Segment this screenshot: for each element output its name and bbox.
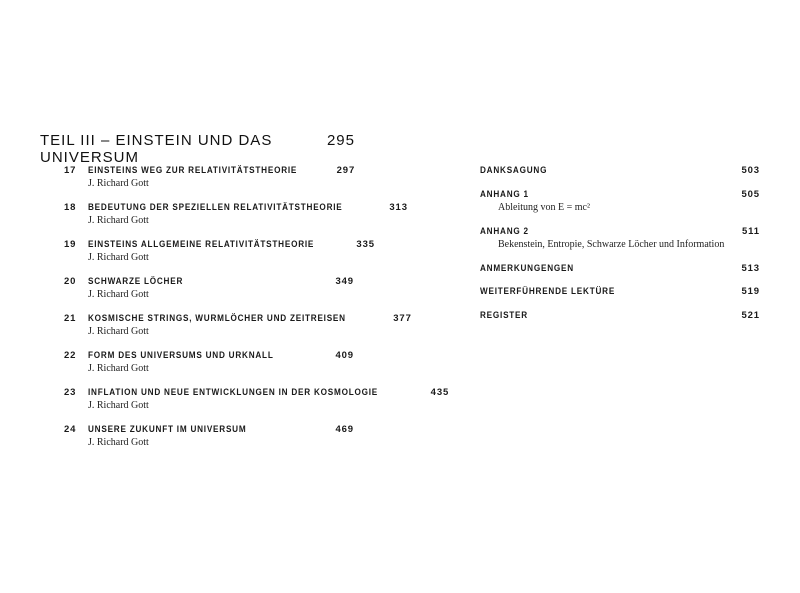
back-matter-entry[interactable] <box>480 164 760 188</box>
back-matter-subtitle: Bekenstein, Entropie, Schwarze Löcher und Information <box>498 238 725 250</box>
chapter-page: 313 <box>389 202 408 213</box>
chapter-entry[interactable] <box>64 423 354 460</box>
chapter-author: J. Richard Gott <box>88 178 149 189</box>
chapter-author: J. Richard Gott <box>88 437 149 448</box>
chapter-author: J. Richard Gott <box>88 326 149 337</box>
chapter-page: 469 <box>335 424 354 435</box>
chapter-author: J. Richard Gott <box>88 363 149 374</box>
back-matter-list <box>480 164 760 332</box>
chapter-page: 349 <box>335 276 354 287</box>
chapter-entry[interactable] <box>64 349 354 386</box>
chapter-page: 335 <box>356 239 375 250</box>
chapter-entry[interactable] <box>64 164 354 201</box>
chapter-author: J. Richard Gott <box>88 215 149 226</box>
back-matter-title[interactable]: ANHANG 1 <box>480 188 529 200</box>
back-matter-entry[interactable] <box>480 309 760 333</box>
chapter-entry[interactable] <box>64 201 408 238</box>
back-matter-title[interactable]: DANKSAGUNG <box>480 165 548 176</box>
chapter-page: 377 <box>393 313 412 324</box>
back-matter-page: 505 <box>741 188 760 200</box>
chapter-title[interactable]: EINSTEINS ALLGEMEINE RELATIVITÄTSTHEORIE <box>88 239 315 250</box>
chapter-number: 24 <box>64 424 77 435</box>
back-matter-subtitle: Ableitung von E = mc² <box>498 201 590 213</box>
chapter-number: 23 <box>64 387 77 398</box>
chapter-entry[interactable] <box>64 275 354 312</box>
chapter-entry[interactable] <box>64 238 375 275</box>
back-matter-page: 513 <box>741 262 760 274</box>
back-matter-page: 519 <box>741 286 760 297</box>
chapter-number: 22 <box>64 350 77 361</box>
chapter-title[interactable]: BEDEUTUNG DER SPEZIELLEN RELATIVITÄTSTHEORIE <box>88 202 343 213</box>
part-title: TEIL III – EINSTEIN UND DAS UNIVERSUM <box>40 132 273 166</box>
chapter-page: 409 <box>335 350 354 361</box>
back-matter-title[interactable]: REGISTER <box>480 309 528 321</box>
part-page: 295 <box>326 132 355 149</box>
chapter-number: 18 <box>64 202 77 213</box>
chapter-entry[interactable] <box>64 312 412 349</box>
chapter-title[interactable]: SCHWARZE LÖCHER <box>88 276 184 287</box>
back-matter-page: 521 <box>741 309 760 321</box>
back-matter-page: 503 <box>741 165 760 176</box>
chapter-list <box>64 164 450 460</box>
chapter-author: J. Richard Gott <box>88 252 149 263</box>
back-matter-title[interactable]: ANHANG 2 <box>480 225 529 237</box>
chapter-number: 17 <box>64 165 77 176</box>
chapter-title[interactable]: FORM DES UNIVERSUMS UND URKNALL <box>88 350 274 361</box>
back-matter-entry[interactable] <box>480 188 760 225</box>
chapter-number: 21 <box>64 313 77 324</box>
back-matter-entry[interactable] <box>480 225 760 262</box>
back-matter-entry[interactable] <box>480 285 760 309</box>
chapter-title[interactable]: KOSMISCHE STRINGS, WURMLÖCHER UND ZEITREISEN <box>88 313 346 324</box>
back-matter-title[interactable]: ANMERKUNGENGEN <box>480 262 574 274</box>
chapter-entry[interactable] <box>64 386 450 423</box>
chapter-author: J. Richard Gott <box>88 400 149 411</box>
chapter-title[interactable]: UNSERE ZUKUNFT IM UNIVERSUM <box>88 424 247 435</box>
chapter-title[interactable]: INFLATION UND NEUE ENTWICKLUNGEN IN DER KOSMOLOGIE <box>88 387 379 398</box>
part-heading <box>40 132 355 166</box>
chapter-number: 19 <box>64 239 77 250</box>
chapter-number: 20 <box>64 276 77 287</box>
back-matter-entry[interactable] <box>480 262 760 286</box>
chapter-title[interactable]: EINSTEINS WEG ZUR RELATIVITÄTSTHEORIE <box>88 165 298 176</box>
back-matter-page: 511 <box>741 225 760 237</box>
chapter-page: 297 <box>336 165 356 176</box>
back-matter-title[interactable]: WEITERFÜHRENDE LEKTÜRE <box>480 286 616 297</box>
chapter-page: 435 <box>430 387 450 398</box>
chapter-author: J. Richard Gott <box>88 289 149 300</box>
